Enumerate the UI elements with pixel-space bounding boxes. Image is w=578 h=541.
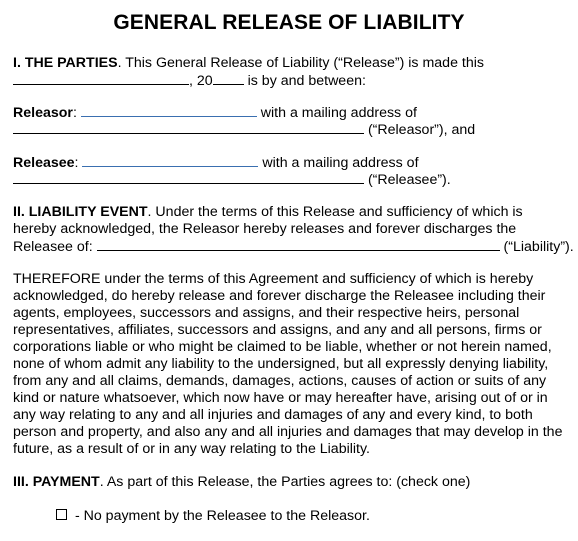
- liability-text-1: . Under the terms of this Release and sufficiency of which is: [147, 204, 523, 220]
- parties-line-2: [13, 72, 366, 90]
- no-payment-checkbox[interactable]: [56, 509, 67, 520]
- releasor-label: Releasor: [13, 105, 73, 121]
- document-title: GENERAL RELEASE OF LIABILITY: [113, 11, 465, 34]
- liability-text-3: Releasee of:: [13, 239, 97, 255]
- releasee-mailing-text: with a mailing address of: [258, 155, 419, 171]
- therefore-line: from any and all claims, demands, damages, actions, causes of action or suits of any: [13, 373, 547, 389]
- parties-heading: I. THE PARTIES: [13, 55, 118, 71]
- no-payment-label: - No payment by the Releasee to the Releasor.: [71, 508, 370, 524]
- therefore-line: any way relating to any and all injuries and damages of any and every kind, to both: [13, 407, 533, 423]
- releasor-designation: (“Releasor”), and: [364, 122, 476, 138]
- parties-intro: . This General Release of Liability (“Release”) is made this: [117, 55, 484, 71]
- releasor-name-field[interactable]: [81, 104, 257, 117]
- date-year-field[interactable]: [213, 72, 244, 85]
- releasor-colon: :: [72, 105, 77, 121]
- releasee-line-2: [13, 171, 451, 189]
- liability-line-1: [13, 204, 523, 221]
- therefore-line: person and property, and also any and all injuries and damages that may develop in the: [13, 424, 563, 440]
- therefore-line: THEREFORE under the terms of this Agreement and sufficiency of which is hereby: [13, 271, 534, 287]
- releasor-address-field[interactable]: [13, 121, 364, 134]
- date-separator: , 20: [189, 73, 213, 89]
- releasee-name-field[interactable]: [82, 154, 258, 167]
- releasor-mailing-text: with a mailing address of: [256, 105, 417, 121]
- therefore-line: corporations liable or who might be claimed to be liable, whether or not herein named,: [13, 339, 552, 355]
- releasor-line-2: [13, 121, 475, 139]
- releasee-line-1: [13, 154, 419, 172]
- releasee-label: Releasee: [13, 155, 75, 171]
- therefore-line: none of whom admit any liability to the undersigned, but all expressly denying liability,: [13, 356, 549, 372]
- date-day-field[interactable]: [13, 72, 189, 85]
- releasee-colon: :: [74, 155, 79, 171]
- releasee-designation: (“Releasee”).: [364, 172, 451, 188]
- payment-option-no-payment[interactable]: [56, 508, 370, 525]
- liability-line-2: [13, 221, 516, 238]
- liability-line-3: [13, 238, 574, 256]
- therefore-line: agents, employees, successors and assigns, and their respective heirs, personal: [13, 305, 520, 321]
- parties-line-1: [13, 55, 484, 72]
- liability-heading: II. LIABILITY EVENT: [13, 204, 148, 220]
- therefore-line: acknowledged, do hereby release and forever discharge the Releasee including their: [13, 288, 546, 304]
- therefore-line: representatives, affiliates, successors and assigns, and any and all persons, firms or: [13, 322, 542, 338]
- date-end-text: is by and between:: [243, 73, 366, 89]
- payment-heading: III. PAYMENT: [13, 474, 100, 490]
- therefore-line: future, as a result of or in any way relating to the Liability.: [13, 441, 370, 457]
- liability-description-field[interactable]: [97, 238, 500, 251]
- liability-text-2: hereby acknowledged, the Releasor hereby releases and forever discharges the: [13, 221, 517, 237]
- releasor-line-1: [13, 104, 417, 122]
- releasee-address-field[interactable]: [13, 171, 364, 184]
- therefore-line: kind or nature whatsoever, which now have or may hereafter have, arising out of or in: [13, 390, 548, 406]
- payment-text: . As part of this Release, the Parties agrees to: (check one): [99, 474, 471, 490]
- payment-line: [13, 474, 470, 491]
- liability-designation: (“Liability”).: [499, 239, 574, 255]
